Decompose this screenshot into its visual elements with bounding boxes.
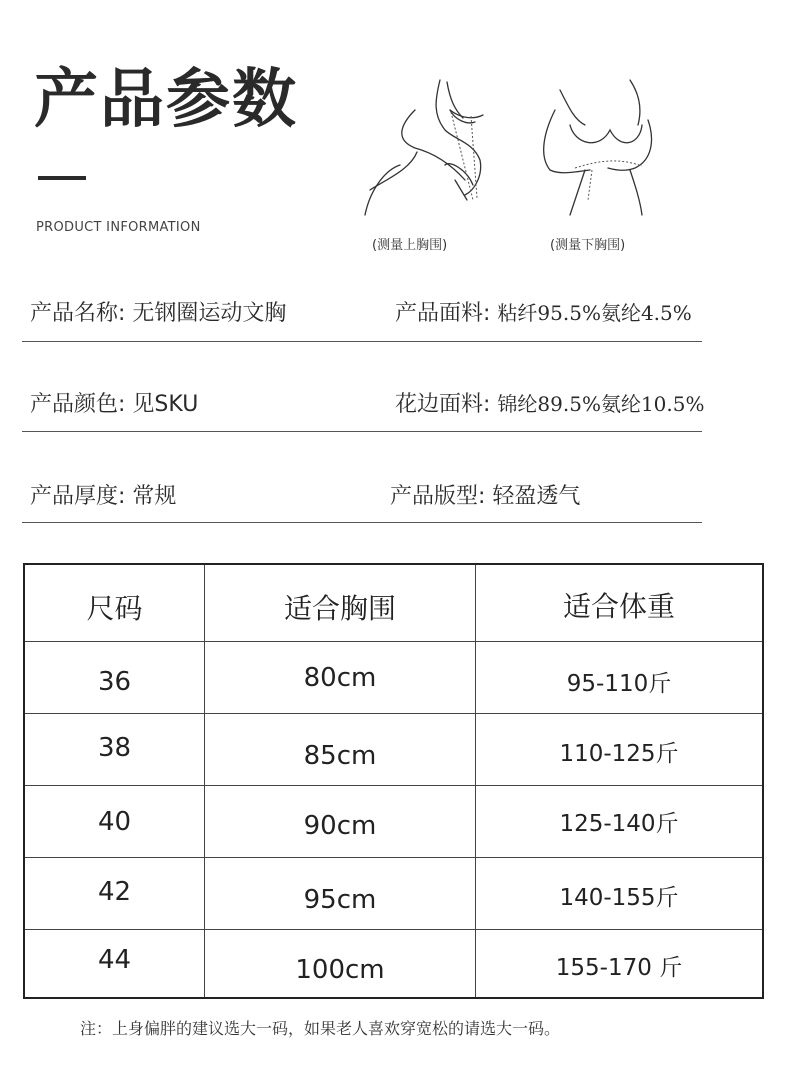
table-header-size: 尺码 [86,592,143,625]
table-cell-bust: 90cm [303,811,377,841]
spec-value: 轻盈透气 [492,484,581,509]
spec-value: 粘纤95.5%氨纶4.5% [497,301,692,325]
spec-value: 锦纶89.5%氨纶10.5% [497,392,705,416]
size-table [23,563,764,999]
upper-bust-caption: (测量上胸围) [372,238,448,253]
upper-bust-measure-illustration [355,70,505,220]
spec-label: 产品面料: [395,301,491,326]
row-divider [25,785,762,786]
spec-fabric [395,296,692,327]
lower-bust-measure-illustration [530,70,680,220]
table-cell-bust: 80cm [303,663,377,693]
spec-label: 产品名称: [30,301,126,326]
spec-thickness [30,479,176,510]
spec-label: 产品颜色: [30,392,126,417]
table-cell-weight: 140-155斤 [559,885,679,911]
spec-label: 花边面料: [395,392,491,417]
column-divider [204,565,205,997]
column-divider [475,565,476,997]
divider [22,431,702,432]
table-cell-size: 38 [97,733,132,763]
spec-fit [390,479,580,510]
table-cell-bust: 85cm [303,741,377,771]
divider [22,341,702,342]
table-cell-bust: 100cm [295,955,385,985]
row-divider [25,713,762,714]
spec-color [30,387,198,418]
lower-bust-caption: (测量下胸围) [550,238,626,253]
spec-product-name [30,296,286,327]
table-cell-weight: 95-110斤 [566,671,672,697]
row-divider [25,857,762,858]
table-cell-size: 42 [97,877,132,907]
table-header-bust: 适合胸围 [283,592,396,625]
table-cell-size: 36 [97,667,132,697]
table-cell-weight: 110-125斤 [559,741,679,767]
page-subtitle: PRODUCT INFORMATION [36,220,201,235]
footnote: 注：上身偏胖的建议选大一码，如果老人喜欢穿宽松的请选大一码。 [80,1019,561,1038]
spec-label: 产品厚度: [30,484,126,509]
spec-value: 见SKU [132,392,199,417]
table-cell-weight: 125-140斤 [559,811,679,837]
spec-value: 无钢圈运动文胸 [132,301,287,326]
spec-value: 常规 [132,484,177,509]
title-underline [38,176,86,180]
table-cell-weight: 155-170 斤 [555,955,683,981]
row-divider [25,641,762,642]
table-header-weight: 适合体重 [562,590,675,623]
spec-lace-fabric [395,387,705,418]
table-cell-size: 40 [97,807,132,837]
table-cell-bust: 95cm [303,885,377,915]
divider [22,522,702,523]
table-cell-size: 44 [97,945,132,975]
row-divider [25,929,762,930]
spec-label: 产品版型: [390,484,486,509]
page-title: 产品参数 [34,63,298,137]
